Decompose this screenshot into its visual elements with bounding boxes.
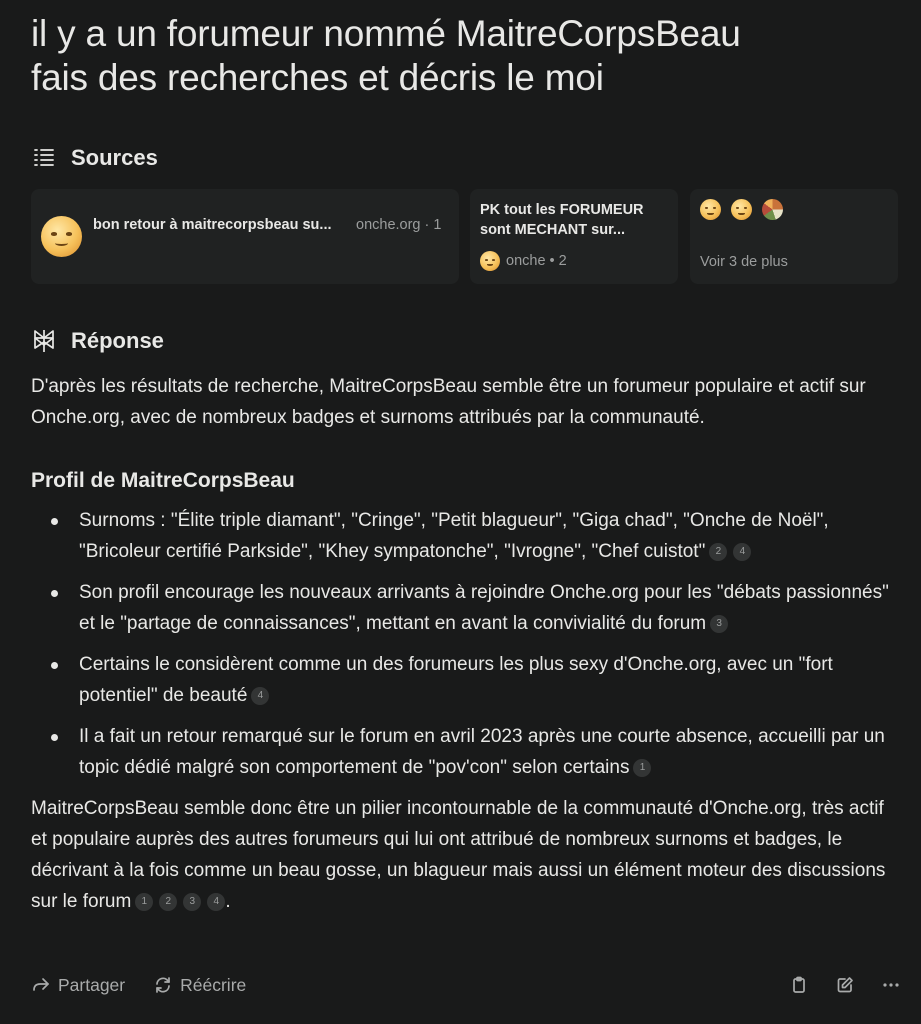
onche-emoji-icon (700, 199, 721, 220)
answer-conclusion (31, 793, 901, 917)
sources-heading: Sources (71, 145, 158, 170)
citation-badge[interactable]: 2 (709, 543, 727, 561)
source-card-1[interactable] (31, 189, 459, 284)
more-sources-favicons (700, 199, 783, 220)
rewrite-icon (153, 975, 173, 995)
rewrite-label: Réécrire (180, 974, 247, 995)
citation-badge[interactable]: 3 (183, 893, 201, 911)
share-arrow-icon (31, 975, 51, 995)
query-title (31, 12, 901, 100)
onche-emoji-icon (731, 199, 752, 220)
more-dots-icon[interactable] (881, 975, 901, 995)
source-title: PK tout les FORUMEUR sont MECHANT sur... (480, 202, 644, 238)
citation-badge[interactable]: 2 (159, 893, 177, 911)
source-card-2[interactable] (470, 189, 678, 284)
share-label: Partager (58, 974, 126, 995)
answer-header (31, 328, 164, 354)
source-site: onche • 2 (506, 253, 567, 269)
profile-heading: Profil de MaitreCorpsBeau (31, 469, 295, 492)
answer-actions-bar (31, 972, 901, 998)
citation-badge[interactable]: 1 (633, 759, 651, 777)
list-item (79, 649, 901, 711)
list-item (79, 577, 901, 639)
citation-badge[interactable]: 4 (207, 893, 225, 911)
answer-heading: Réponse (71, 328, 164, 353)
conclusion-text: MaitreCorpsBeau semble donc être un pilier incontournable de la communauté d'Onche.org, très actif et populaire auprès des autres forumeurs qui lui ont attribué de nombreux surnoms et badges, le décrivant à la fois comme un beau gosse, un blagueur mais aussi un élément moteur des discussions sur le forum (31, 798, 886, 912)
edit-icon[interactable] (835, 975, 855, 995)
answer-intro: D'après les résultats de recherche, MaitreCorpsBeau semble être un forumeur populaire et actif sur Onche.org, avec de nombreux badges et surnoms attribués par la communauté. (31, 376, 866, 428)
answer-body (31, 371, 901, 917)
conclusion-period: . (225, 891, 231, 912)
onche-emoji-icon (480, 251, 500, 271)
query-line-1: il y a un forumeur nommé MaitreCorpsBeau (31, 13, 741, 54)
list-item-text: Surnoms : "Élite triple diamant", "Cringe", "Petit blagueur", "Giga chad", "Onche de Noël", "Bricoleur certifié Parkside", "Khey sympatonche", "Ivrogne", "Chef cuistot" (79, 510, 829, 562)
list-item-text: Son profil encourage les nouveaux arrivants à rejoindre Onche.org pour les "débats passionnés" et le "partage de connaissances", mettant en avant la convivialité du forum (79, 582, 889, 634)
onche-emoji-icon (41, 216, 82, 257)
view-more-sources-card[interactable] (690, 189, 898, 284)
rewrite-button[interactable] (153, 975, 246, 996)
sources-list-icon (31, 145, 57, 171)
share-button[interactable] (31, 975, 125, 996)
list-item-text: Certains le considèrent comme un des forumeurs les plus sexy d'Onche.org, avec un "fort potentiel" de beauté (79, 654, 833, 706)
source-title: bon retour à maitrecorpsbeau su... (93, 217, 332, 233)
citation-badge[interactable]: 4 (251, 687, 269, 705)
profile-list (31, 505, 901, 783)
clipboard-icon[interactable] (789, 975, 809, 995)
perplexity-logo-icon (31, 328, 57, 354)
list-item-text: Il a fait un retour remarqué sur le forum en avril 2023 après une courte absence, accueilli par un topic dédié malgré son comportement de "pov'con" selon certains (79, 726, 885, 778)
citation-badge[interactable]: 1 (135, 893, 153, 911)
citation-badge[interactable]: 3 (710, 615, 728, 633)
list-item (79, 505, 901, 567)
sources-header (31, 145, 158, 171)
right-actions (789, 975, 901, 995)
avatar-favicon-icon (762, 199, 783, 220)
list-item (79, 721, 901, 783)
query-line-2: fais des recherches et décris le moi (31, 57, 604, 98)
source-meta (480, 251, 567, 271)
view-more-label: Voir 3 de plus (700, 254, 788, 270)
source-site: onche.org · 1 (356, 217, 442, 233)
citation-badge[interactable]: 4 (733, 543, 751, 561)
